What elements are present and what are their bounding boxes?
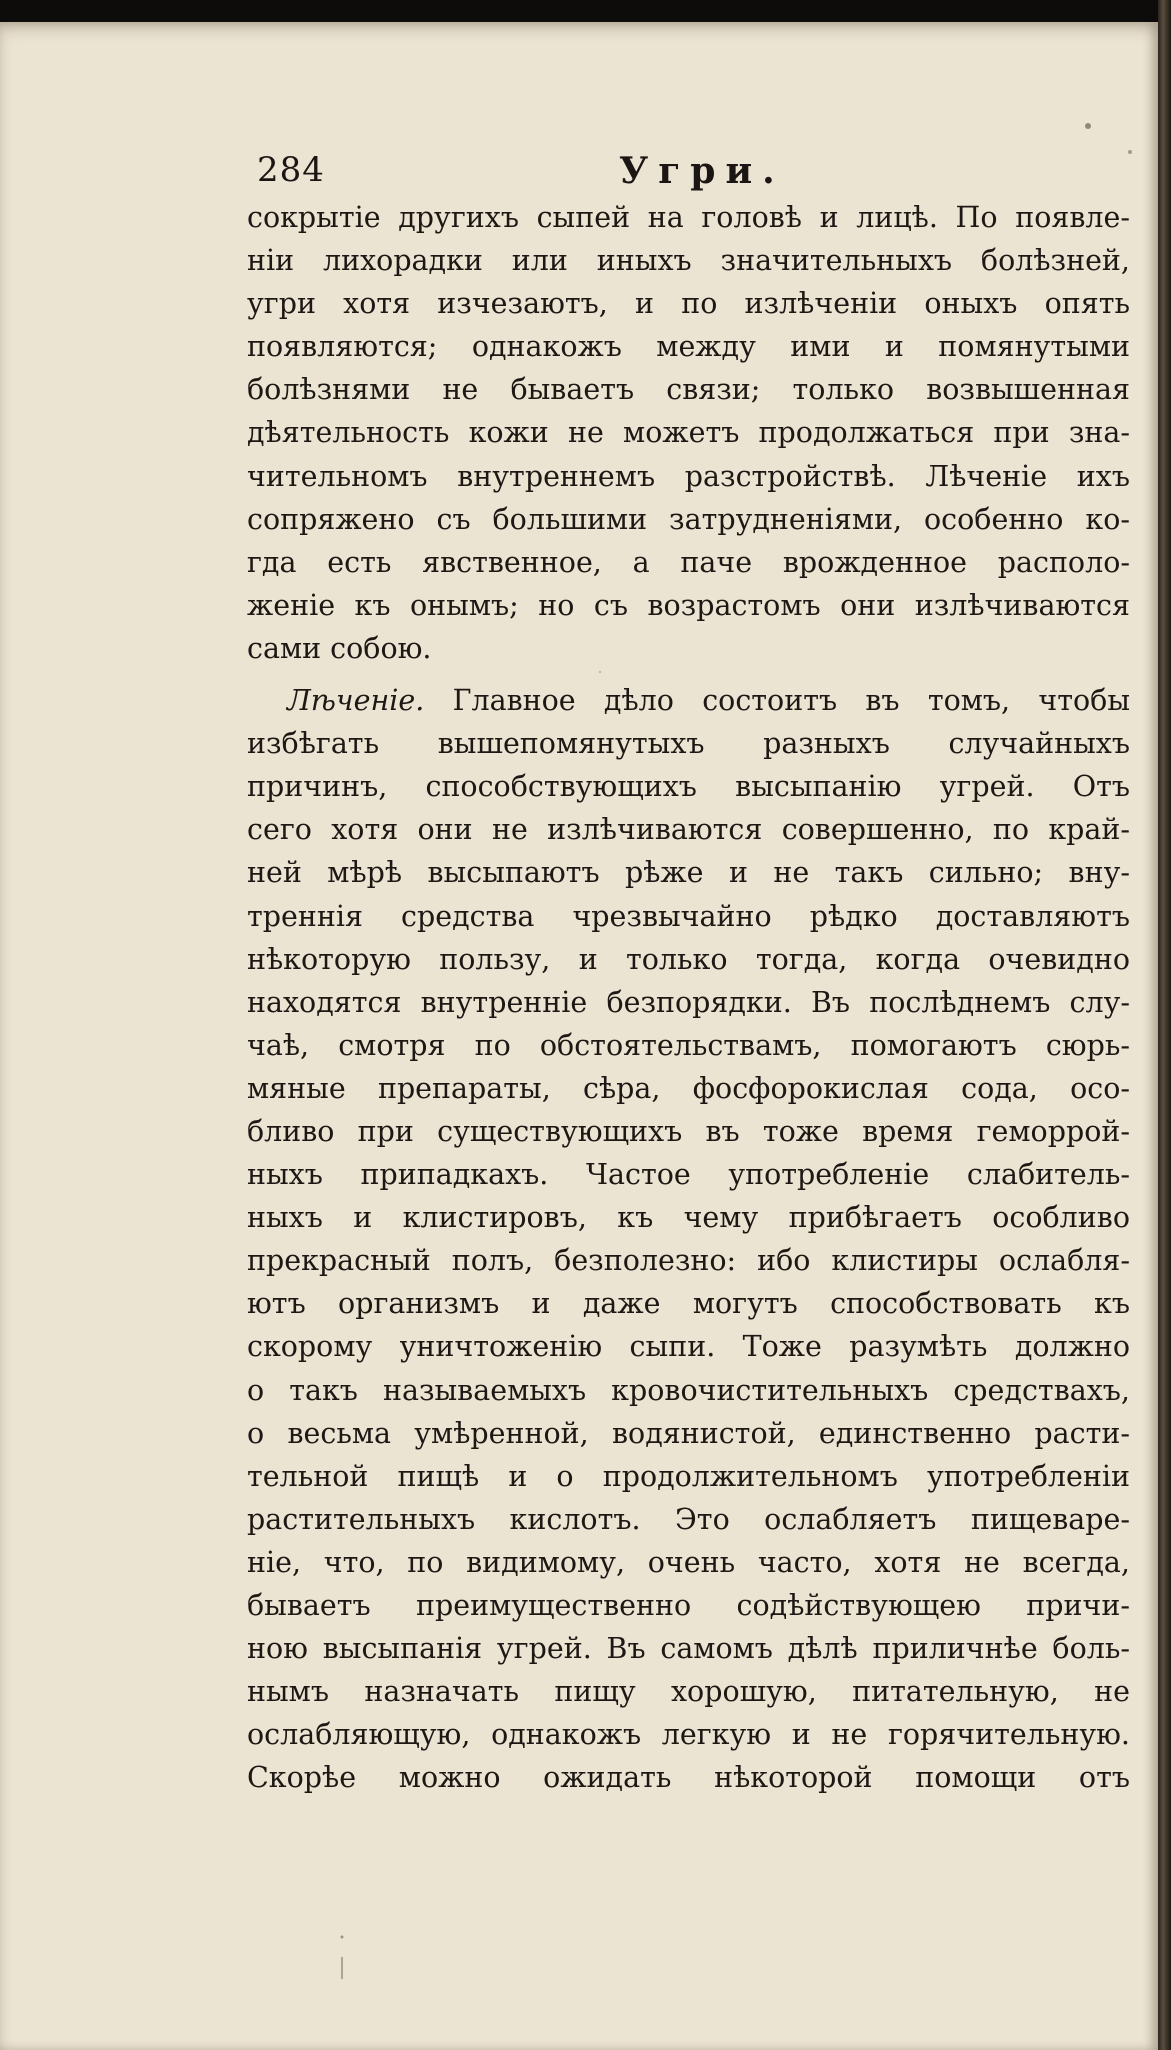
text-line: чаѣ, смотря по обстоятельствамъ, помогаютъ сюрь- [247,1028,1130,1062]
text-line: болѣзнями не бываетъ связи; только возвышенная [247,373,1130,407]
text-line: мяные препараты, сѣра, фосфорокислая сода, осо- [247,1071,1130,1105]
running-title: Угри. [619,150,785,192]
text-line: нымъ назначать пищу хорошую, питательную, не [247,1675,1130,1709]
text-line: ныхъ припадкахъ. Частое употребленіе слабитель- [247,1158,1130,1192]
first-line-text: Главное дѣло состоитъ въ томъ, чтобы [424,684,1130,718]
text-line: ней мѣрѣ высыпаютъ рѣже и не такъ сильно; вну- [247,856,1130,890]
text-line: о такъ называемыхъ кровочистительныхъ средствахъ, [247,1373,1130,1407]
text-line: причинъ, способствующихъ высыпанію угрей. Отъ [247,770,1130,804]
text-line: бливо при существующихъ въ тоже время геморрой- [247,1114,1130,1148]
section-lead-word: Лѣченіе. [287,684,425,718]
text-line: находятся внутренніе безпорядки. Въ послѣднемъ слу- [247,985,1130,1019]
text-line: нѣкоторую пользу, и только тогда, когда очевидно [247,942,1130,976]
page-number: 284 [257,150,325,190]
text-line: чительномъ внутреннемъ разстройствѣ. Лѣченіе ихъ [247,459,1130,493]
text-line: Скорѣе можно ожидать нѣкоторой помощи отъ [247,1761,1130,1795]
text-line: гда есть явственное, а паче врожденное располо- [247,545,1130,579]
text-line: сего хотя они не излѣчиваются совершенно, по край- [247,813,1130,847]
text-line: сокрытіе другихъ сыпей на головѣ и лицѣ. По появле- [247,201,1130,234]
text-line: ослабляющую, однакожъ легкую и не горячительную. [247,1718,1130,1752]
text-line: дѣятельность кожи не можетъ продолжаться при зна- [247,416,1130,450]
text-line: сопряжено съ большими затрудненіями, особенно ко- [247,502,1130,536]
text-line: угри хотя изчезаютъ, и по излѣченіи оныхъ опять [247,287,1130,321]
text-line: ною высыпанія угрей. Въ самомъ дѣлѣ приличнѣе боль- [247,1632,1130,1666]
text-line: появляются; однакожъ между ими и помянутыми [247,330,1130,364]
paragraph-gap [247,670,1130,679]
text-line: тельной пищѣ и о продолжительномъ употребленіи [247,1459,1130,1493]
text-line: растительныхъ кислотъ. Это ослабляетъ пищеваре- [247,1502,1130,1536]
paragraph-2 [247,679,1130,1799]
text-line: скорому уничтоженію сыпи. Тоже разумѣть должно [247,1330,1130,1364]
book-gutter-edge [1158,0,1171,2050]
text-line: женіе къ онымъ; но съ возрастомъ они излѣчиваются [247,588,1130,622]
text-line: ніе, что, по видимому, очень часто, хотя не всегда, [247,1545,1130,1579]
text-line-first [247,679,1130,722]
paragraph-1 [247,196,1130,670]
text-line: ютъ организмъ и даже могутъ способствовать къ [247,1287,1130,1321]
text-line: сами собою. [247,631,432,665]
text-line: избѣгать вышепомянутыхъ разныхъ случайныхъ [247,727,1130,761]
text-line: бываетъ преимущественно содѣйствующею причи- [247,1589,1130,1622]
text-line: ныхъ и клистировъ, къ чему прибѣгаетъ особливо [247,1201,1130,1235]
text-line: о весьма умѣренной, водянистой, единственно расти- [247,1416,1130,1450]
text-line: треннія средства чрезвычайно рѣдко доставляютъ [247,899,1130,933]
text-line: прекрасный полъ, безполезно: ибо клистиры ослабля- [247,1244,1130,1278]
body-text [247,196,1130,1799]
text-line: ніи лихорадки или иныхъ значительныхъ болѣзней, [247,244,1130,278]
